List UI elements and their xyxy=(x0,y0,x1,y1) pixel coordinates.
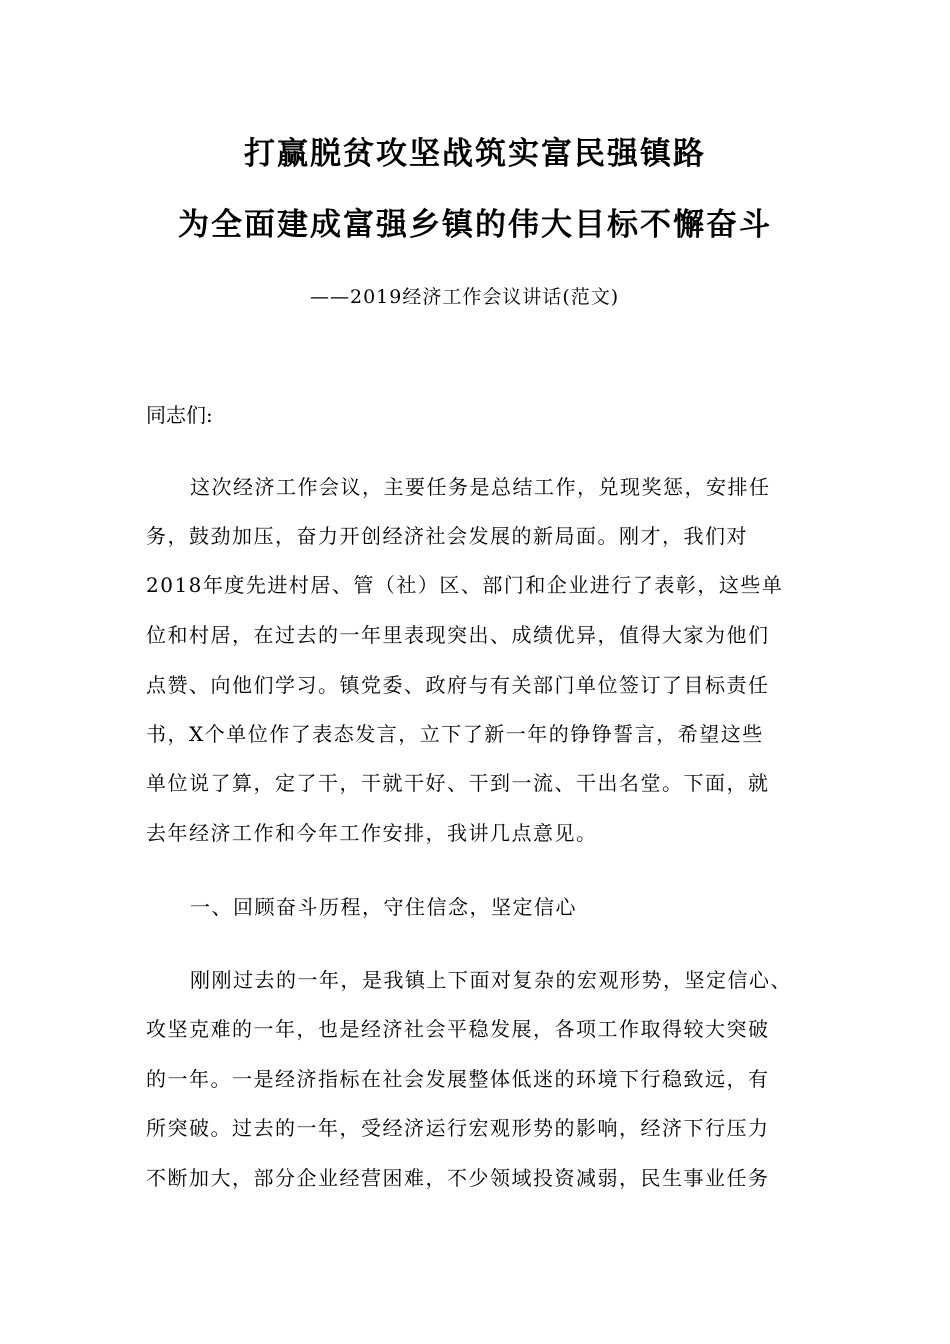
paragraph-2-line: 不断加大，部分企业经营困难，不少领域投资减弱，民生事业任务 xyxy=(146,1166,770,1190)
paragraph-2-line: 的一年。一是经济指标在社会发展整体低迷的环境下行稳致远，有 xyxy=(146,1067,770,1091)
paragraph-2-line: 刚刚过去的一年，是我镇上下面对复杂的宏观形势，坚定信心、 xyxy=(190,968,792,992)
salutation: 同志们: xyxy=(146,403,213,427)
document-title-line-1: 打赢脱贫攻坚战筑实富民强镇路 xyxy=(244,136,706,172)
paragraph-1-line: 单位说了算，定了干，干就干好、干到一流、干出名堂。下面，就 xyxy=(146,771,770,795)
paragraph-1-line: 点赞、向他们学习。镇党委、政府与有关部门单位签订了目标责任 xyxy=(146,673,770,697)
paragraph-2-line: 所突破。过去的一年，受经济运行宏观形势的影响，经济下行压力 xyxy=(146,1116,770,1140)
paragraph-1-line: 2018年度先进村居、管（社）区、部门和企业进行了表彰，这些单 xyxy=(146,573,784,597)
paragraph-1-line: 书，X个单位作了表态发言，立下了新一年的铮铮誓言，希望这些 xyxy=(146,722,764,746)
document-subtitle: ——2019经济工作会议讲话(范文) xyxy=(310,286,620,308)
paragraph-1-line: 位和村居，在过去的一年里表现突出、成绩优异，值得大家为他们 xyxy=(146,623,770,647)
paragraph-1-line: 这次经济工作会议，主要任务是总结工作，兑现奖惩，安排任 xyxy=(190,475,771,499)
document-title-line-2: 为全面建成富强乡镇的伟大目标不懈奋斗 xyxy=(178,207,772,243)
section-heading-1: 一、回顾奋斗历程，守住信念，坚定信心 xyxy=(190,895,577,919)
paragraph-2-line: 攻坚克难的一年，也是经济社会平稳发展，各项工作取得较大突破 xyxy=(146,1017,770,1041)
paragraph-1-line: 务，鼓劲加压，奋力开创经济社会发展的新局面。刚才，我们对 xyxy=(146,524,748,548)
paragraph-1-line: 去年经济工作和今年工作安排，我讲几点意见。 xyxy=(146,821,598,845)
